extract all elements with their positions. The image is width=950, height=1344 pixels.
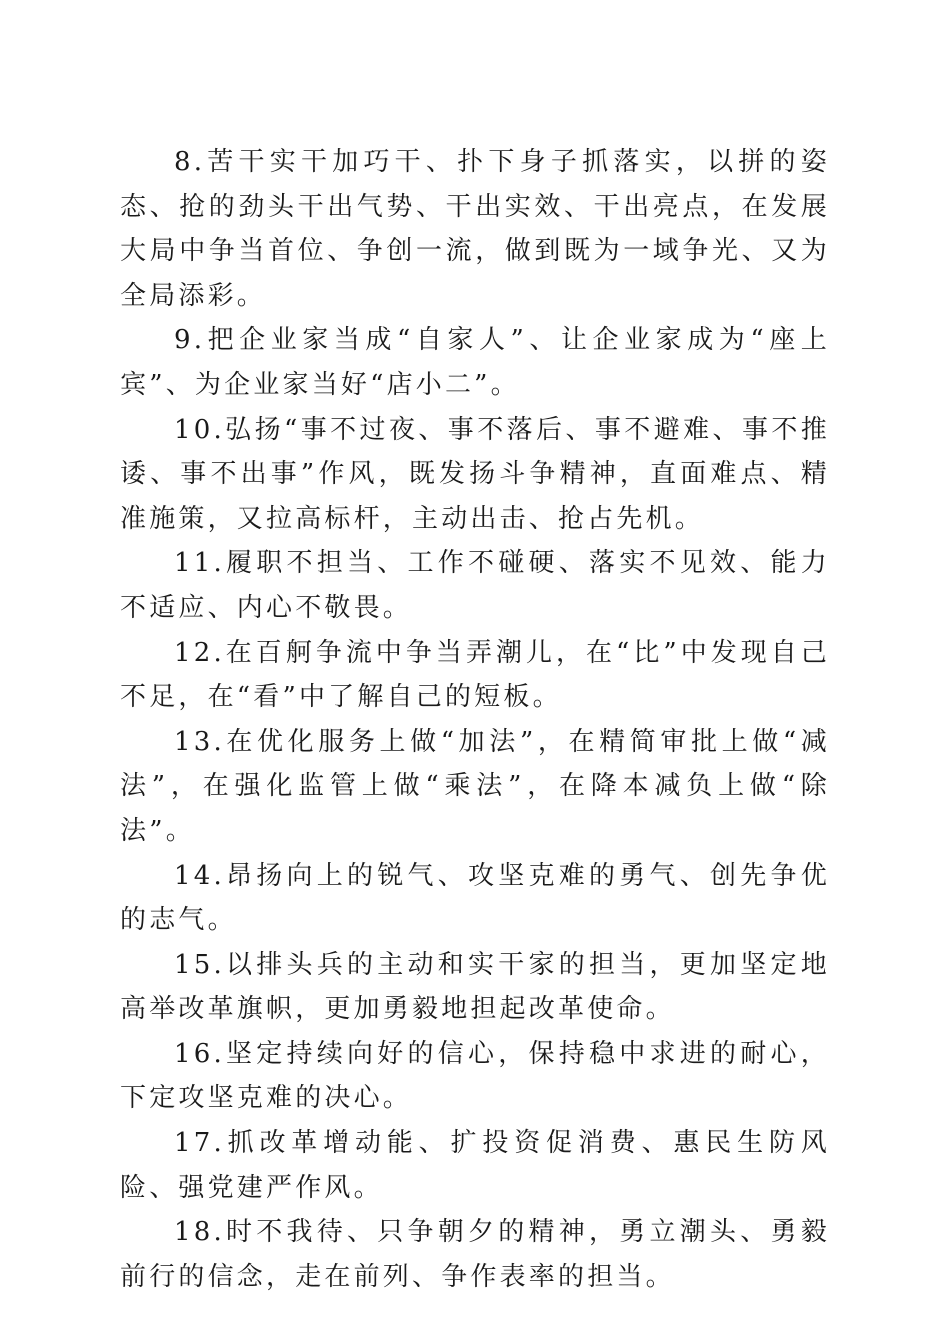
paragraph-16: 16.坚定持续向好的信心，保持稳中求进的耐心，下定攻坚克难的决心。 <box>120 1038 830 1114</box>
paragraph-11: 11.履职不担当、工作不碰硬、落实不见效、能力不适应、内心不敬畏。 <box>120 548 830 623</box>
paragraph-14: 14.昂扬向上的锐气、攻坚克难的勇气、创先争优的志气。 <box>120 860 830 936</box>
paragraph-15: 15.以排头兵的主动和实干家的担当，更加坚定地高举改革旗帜，更加勇毅地担起改革使命。 <box>120 949 830 1025</box>
paragraph-12: 12.在百舸争流中争当弄潮儿，在“比”中发现自己不足，在“看”中了解自己的短板。 <box>120 637 830 713</box>
paragraph-10: 10.弘扬“事不过夜、事不落后、事不避难、事不推诿、事不出事”作风，既发扬斗争精神，直面难点、精准施策，又拉高标杆，主动出击、抢占先机。 <box>120 414 830 534</box>
paragraph-18: 18.时不我待、只争朝夕的精神，勇立潮头、勇毅前行的信念，走在前列、争作表率的担当。 <box>120 1217 830 1292</box>
paragraph-8: 8.苦干实干加巧干、扑下身子抓落实，以拼的姿态、抢的劲头干出气势、干出实效、干出亮点，在发展大局中争当首位、争创一流，做到既为一域争光、又为全局添彩。 <box>120 147 830 311</box>
paragraph-9: 9.把企业家当成“自家人”、让企业家成为“座上宾”、为企业家当好“店小二”。 <box>120 325 830 400</box>
paragraph-17: 17.抓改革增动能、扩投资促消费、惠民生防风险、强党建严作风。 <box>120 1128 830 1203</box>
document-body <box>120 140 830 1299</box>
paragraph-13: 13.在优化服务上做“加法”，在精简审批上做“减法”，在强化监管上做“乘法”，在降本减负上做“除法”。 <box>120 726 830 846</box>
